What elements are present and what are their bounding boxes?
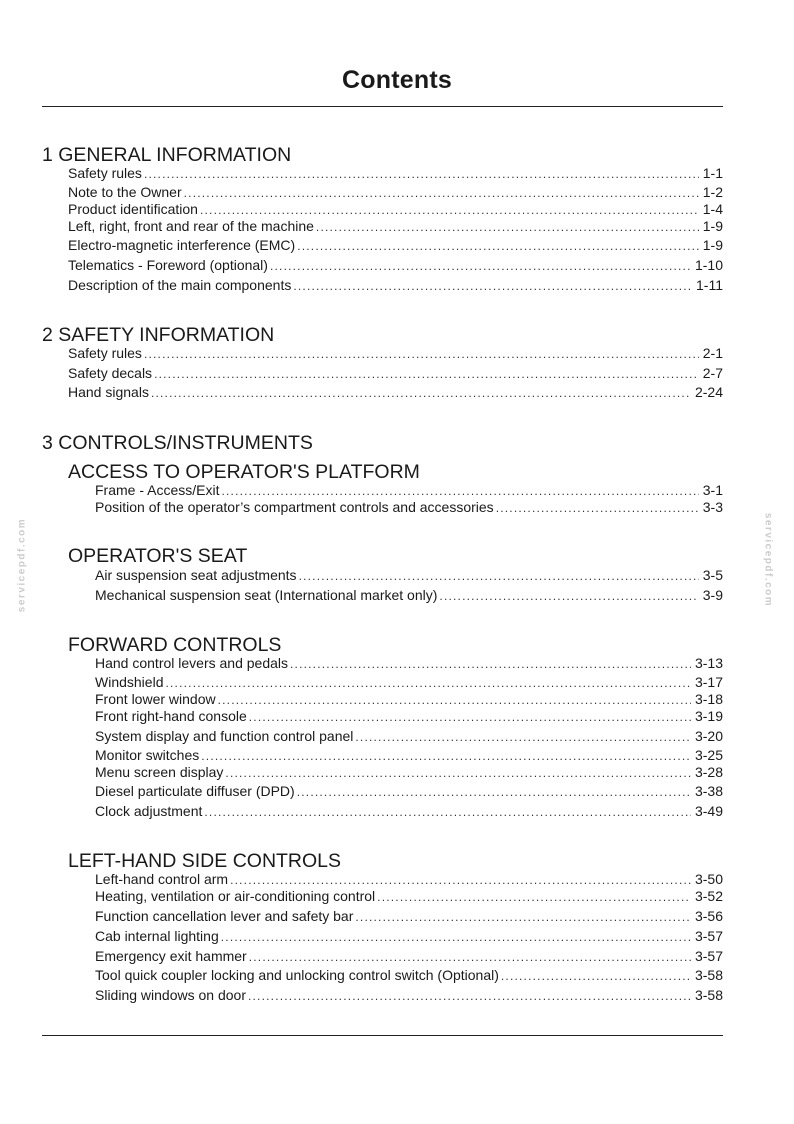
entry-title: Front right-hand console <box>95 708 247 724</box>
toc-entry[interactable] <box>95 986 723 1004</box>
toc-entry[interactable] <box>95 566 723 584</box>
dot-leader <box>151 384 691 402</box>
entry-page: 3-17 <box>694 674 723 690</box>
entry-title: Left, right, front and rear of the machine <box>68 218 314 234</box>
toc-entry[interactable] <box>68 276 723 294</box>
entry-page: 2-1 <box>702 345 723 361</box>
page-title: Contents <box>342 66 452 94</box>
toc-entry[interactable] <box>68 200 723 218</box>
entry-page: 3-20 <box>694 728 723 744</box>
toc-entry[interactable] <box>95 887 723 905</box>
subsection-heading: ACCESS TO OPERATOR'S PLATFORM <box>68 461 420 483</box>
entry-title: Sliding windows on door <box>95 987 246 1003</box>
dot-leader <box>249 708 691 726</box>
toc-entry[interactable] <box>68 164 723 182</box>
toc-entry[interactable] <box>95 690 723 708</box>
dot-leader <box>204 803 691 821</box>
dot-leader <box>290 655 691 673</box>
dot-leader <box>355 908 691 926</box>
entry-title: Air suspension seat adjustments <box>95 567 297 583</box>
toc-entry[interactable] <box>95 966 723 984</box>
toc-entry[interactable] <box>95 763 723 781</box>
subsection-heading: LEFT-HAND SIDE CONTROLS <box>68 850 342 872</box>
toc-entry[interactable] <box>68 344 723 362</box>
entry-title: Description of the main components <box>68 277 292 293</box>
entry-title: Cab internal lighting <box>95 928 219 944</box>
entry-page: 3-5 <box>702 567 723 583</box>
toc-entry[interactable] <box>95 870 723 888</box>
toc-entry[interactable] <box>68 364 723 382</box>
entry-page: 2-7 <box>702 365 723 381</box>
entry-title: Emergency exit hammer <box>95 948 247 964</box>
entry-page: 3-52 <box>694 888 723 904</box>
dot-leader <box>299 567 699 585</box>
entry-page: 3-19 <box>694 708 723 724</box>
dot-leader <box>154 365 699 383</box>
dot-leader <box>355 728 691 746</box>
entry-page: 3-38 <box>694 783 723 799</box>
dot-leader <box>293 277 692 295</box>
entry-page: 3-57 <box>694 928 723 944</box>
entry-page: 3-50 <box>694 871 723 887</box>
toc-entry[interactable] <box>68 383 723 401</box>
entry-title: Function cancellation lever and safety bar <box>95 908 354 924</box>
entry-title: Safety rules <box>68 345 142 361</box>
toc-entry[interactable] <box>68 217 723 235</box>
dot-leader <box>221 928 691 946</box>
subsection-heading: OPERATOR'S SEAT <box>68 545 248 567</box>
toc-entry[interactable] <box>68 183 723 201</box>
entry-title: Safety decals <box>68 365 153 381</box>
dot-leader <box>270 257 691 275</box>
entry-title: Windshield <box>95 674 164 690</box>
entry-title: Front lower window <box>95 691 216 707</box>
dot-leader <box>501 967 691 985</box>
dot-leader <box>297 783 691 801</box>
entry-title: Product identification <box>68 201 198 217</box>
dot-leader <box>297 237 699 255</box>
entry-title: Safety rules <box>68 165 142 181</box>
dot-leader <box>248 987 691 1005</box>
watermark-right: servicepdf.com <box>762 512 774 608</box>
toc-entry[interactable] <box>95 673 723 691</box>
entry-page: 1-11 <box>696 277 723 293</box>
dot-leader <box>316 218 699 236</box>
entry-title: Tool quick coupler locking and unlocking control switch (Optional) <box>95 967 499 983</box>
entry-page: 1-10 <box>694 257 723 273</box>
toc-entry[interactable] <box>95 498 723 516</box>
toc-entry[interactable] <box>95 802 723 820</box>
entry-page: 3-57 <box>694 948 723 964</box>
entry-page: 3-13 <box>694 655 723 671</box>
entry-page: 1-2 <box>702 184 723 200</box>
entry-page: 1-9 <box>702 218 723 234</box>
watermark-left: servicepdf.com <box>16 517 28 613</box>
entry-page: 3-56 <box>694 908 723 924</box>
bottom-rule <box>42 1035 723 1036</box>
toc-entry[interactable] <box>95 746 723 764</box>
toc-entry[interactable] <box>95 707 723 725</box>
dot-leader <box>496 499 699 517</box>
section-heading: 3 CONTROLS/INSTRUMENTS <box>42 432 313 454</box>
entry-title: Heating, ventilation or air-conditioning control <box>95 888 376 904</box>
dot-leader <box>439 587 698 605</box>
entry-title: Electro-magnetic interference (EMC) <box>68 237 296 253</box>
toc-entry[interactable] <box>95 654 723 672</box>
section-heading: 1 GENERAL INFORMATION <box>42 144 292 166</box>
dot-leader <box>144 165 699 183</box>
entry-title: System display and function control panel <box>95 728 354 744</box>
entry-title: Frame - Access/Exit <box>95 482 220 498</box>
entry-page: 3-58 <box>694 967 723 983</box>
entry-title: Diesel particulate diffuser (DPD) <box>95 783 295 799</box>
entry-title: Monitor switches <box>95 747 200 763</box>
entry-page: 3-25 <box>694 747 723 763</box>
entry-title: Position of the operator’s compartment controls and accessories <box>95 499 494 515</box>
entry-page: 3-1 <box>702 482 723 498</box>
section-heading: 2 SAFETY INFORMATION <box>42 324 275 346</box>
toc-entry[interactable] <box>95 481 723 499</box>
entry-page: 3-58 <box>694 987 723 1003</box>
toc-entry[interactable] <box>95 927 723 945</box>
entry-page: 3-3 <box>702 499 723 515</box>
top-rule <box>42 106 723 107</box>
entry-page: 1-1 <box>702 165 723 181</box>
toc-entry[interactable] <box>68 236 723 254</box>
toc-entry[interactable] <box>95 727 723 745</box>
toc-entry[interactable] <box>68 256 723 274</box>
entry-title: Note to the Owner <box>68 184 182 200</box>
dot-leader <box>144 345 699 363</box>
entry-page: 3-49 <box>694 803 723 819</box>
toc-entry[interactable] <box>95 907 723 925</box>
entry-page: 3-18 <box>694 691 723 707</box>
entry-title: Mechanical suspension seat (International market only) <box>95 587 438 603</box>
entry-page: 1-4 <box>702 201 723 217</box>
entry-page: 3-28 <box>694 764 723 780</box>
entry-title: Telematics - Foreword (optional) <box>68 257 268 273</box>
entry-title: Hand control levers and pedals <box>95 655 289 671</box>
dot-leader <box>249 948 691 966</box>
dot-leader <box>225 764 691 782</box>
entry-title: Menu screen display <box>95 764 224 780</box>
entry-title: Left-hand control arm <box>95 871 229 887</box>
toc-entry[interactable] <box>95 947 723 965</box>
entry-page: 1-9 <box>702 237 723 253</box>
toc-entry[interactable] <box>95 586 723 604</box>
entry-page: 3-9 <box>702 587 723 603</box>
subsection-heading: FORWARD CONTROLS <box>68 634 282 656</box>
entry-page: 2-24 <box>694 384 723 400</box>
dot-leader <box>377 888 691 906</box>
entry-title: Clock adjustment <box>95 803 203 819</box>
entry-title: Hand signals <box>68 384 149 400</box>
toc-entry[interactable] <box>95 782 723 800</box>
